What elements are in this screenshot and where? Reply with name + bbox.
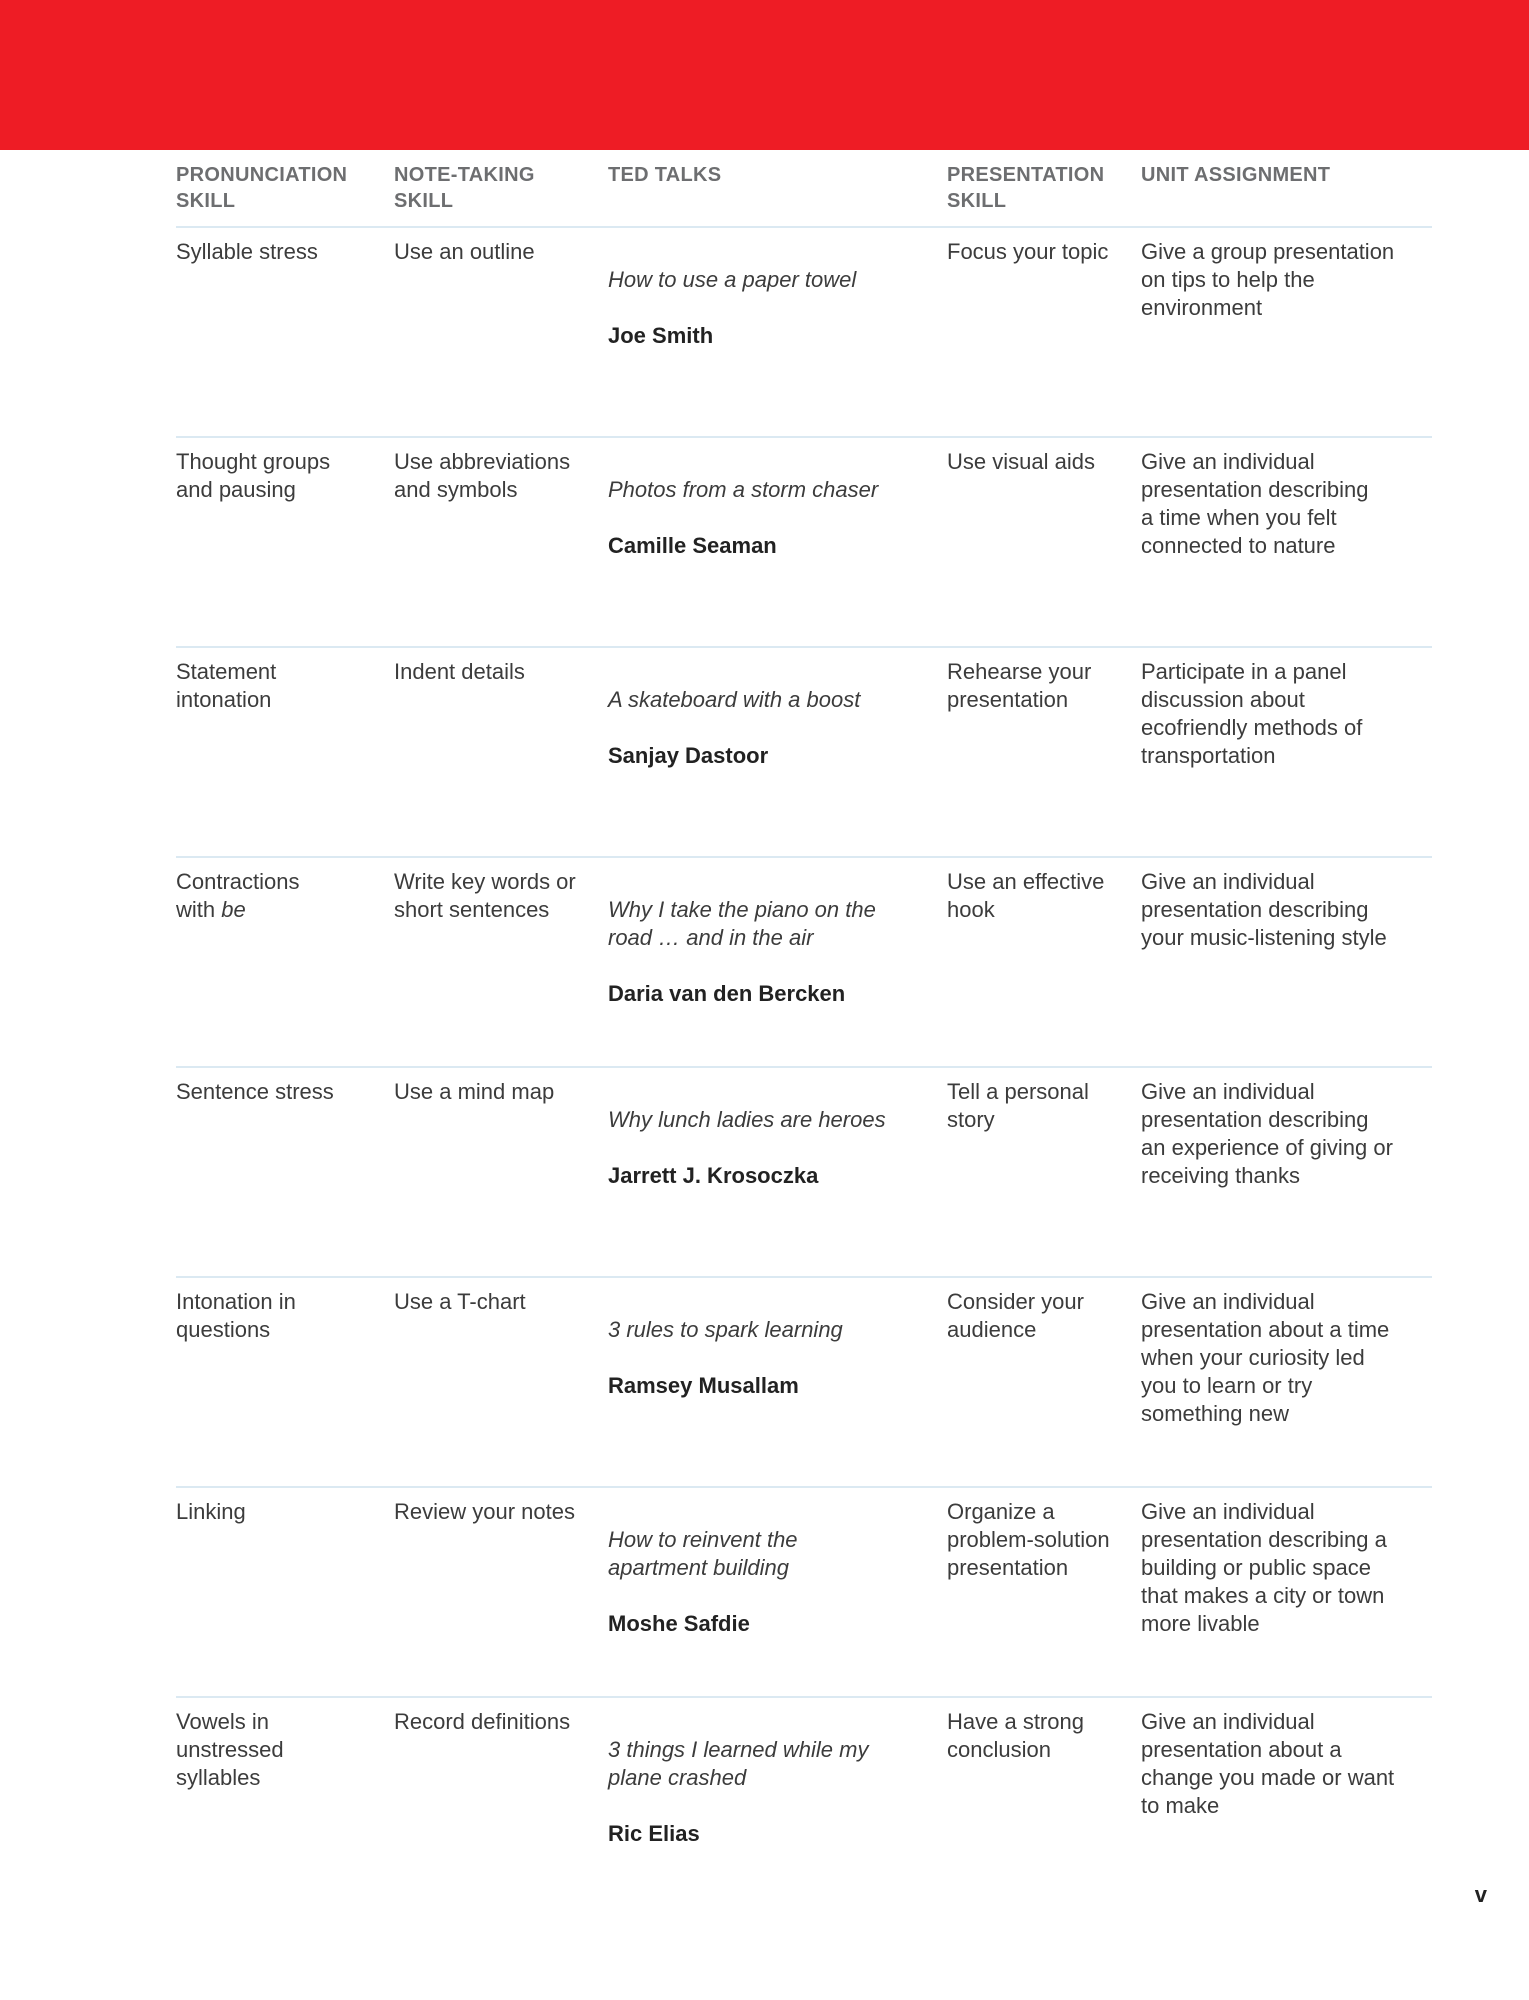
ted-talk-title: 3 things I learned while my plane crashed	[608, 1737, 869, 1790]
note-taking-skill: Indent details	[394, 659, 525, 684]
pronunciation-skill: Syllable stress	[176, 239, 318, 264]
unit-assignment: Give an individual presentation about a time when your curiosity led you to learn or try something new	[1141, 1289, 1390, 1426]
ted-talk-title: How to reinvent the apartment building	[608, 1527, 798, 1580]
note-taking-skill: Use a mind map	[394, 1079, 555, 1104]
ted-talk-speaker: Sanjay Dastoor	[608, 743, 769, 768]
pronunciation-skill	[176, 868, 376, 924]
table-row	[176, 226, 1432, 436]
ted-talk-speaker: Ramsey Musallam	[608, 1373, 799, 1398]
unit-assignment: Give a group presentation on tips to help the environment	[1141, 239, 1395, 320]
pronunciation-skill: Intonation in questions	[176, 1289, 296, 1342]
note-taking-skill: Write key words or short sentences	[394, 869, 576, 922]
header-pronunciation-skill: PRONUNCIATION SKILL	[176, 164, 348, 212]
note-taking-skill: Use a T-chart	[394, 1289, 526, 1314]
ted-talk-title: Why I take the piano on the road … and in the air	[608, 897, 876, 950]
note-taking-skill: Use abbreviations and symbols	[394, 449, 571, 502]
pronunciation-skill: Vowels in unstressed syllables	[176, 1709, 284, 1790]
pronunciation-skill-text: Contractions with	[176, 869, 300, 922]
presentation-skill: Use an effective hook	[947, 869, 1105, 922]
table-row	[176, 856, 1432, 1066]
page-number: v	[1474, 1882, 1487, 1907]
pronunciation-skill: Linking	[176, 1499, 246, 1524]
header-unit-assignment: UNIT ASSIGNMENT	[1141, 164, 1331, 186]
ted-talk	[608, 448, 938, 588]
note-taking-skill: Review your notes	[394, 1499, 575, 1524]
table-row	[176, 1276, 1432, 1486]
unit-assignment: Give an individual presentation describing your music-listening style	[1141, 869, 1387, 950]
ted-talk	[608, 658, 938, 798]
table-row	[176, 646, 1432, 856]
ted-talk-title: How to use a paper towel	[608, 267, 857, 292]
ted-talk-title: Photos from a storm chaser	[608, 477, 879, 502]
contents-table	[176, 150, 1432, 1906]
pronunciation-skill: Statement intonation	[176, 659, 277, 712]
table-row	[176, 1486, 1432, 1696]
ted-talk	[608, 1078, 938, 1218]
ted-talk-speaker: Joe Smith	[608, 323, 714, 348]
ted-talk-title: 3 rules to spark learning	[608, 1317, 843, 1342]
presentation-skill: Have a strong conclusion	[947, 1709, 1084, 1762]
ted-talk-title: Why lunch ladies are heroes	[608, 1107, 886, 1132]
header-note-taking-skill: NOTE-TAKING SKILL	[394, 164, 535, 212]
ted-talk	[608, 238, 938, 378]
ted-talk-title: A skateboard with a boost	[608, 687, 861, 712]
ted-talk-speaker: Ric Elias	[608, 1821, 700, 1846]
table-row	[176, 436, 1432, 646]
unit-assignment: Give an individual presentation describing a building or public space that makes a city or town more livable	[1141, 1499, 1387, 1636]
pronunciation-skill-italic: be	[221, 897, 246, 922]
pronunciation-skill: Thought groups and pausing	[176, 449, 331, 502]
header-color-band	[0, 0, 1529, 150]
note-taking-skill: Record definitions	[394, 1709, 571, 1734]
unit-assignment: Give an individual presentation describing an experience of giving or receiving thanks	[1141, 1079, 1393, 1188]
presentation-skill: Use visual aids	[947, 449, 1095, 474]
unit-assignment: Give an individual presentation describing a time when you felt connected to nature	[1141, 449, 1369, 558]
ted-talk-speaker: Moshe Safdie	[608, 1611, 750, 1636]
pronunciation-skill: Sentence stress	[176, 1079, 334, 1104]
header-presentation-skill: PRESENTATION SKILL	[947, 164, 1105, 212]
table-header	[176, 150, 1432, 226]
note-taking-skill: Use an outline	[394, 239, 535, 264]
ted-talk	[608, 1498, 938, 1666]
presentation-skill: Rehearse your presentation	[947, 659, 1092, 712]
presentation-skill: Organize a problem-solution presentation	[947, 1499, 1110, 1580]
ted-talk	[608, 1708, 938, 1876]
ted-talk-speaker: Daria van den Bercken	[608, 981, 846, 1006]
ted-talk	[608, 1288, 938, 1428]
unit-assignment: Give an individual presentation about a change you made or want to make	[1141, 1709, 1395, 1818]
ted-talk	[608, 868, 938, 1036]
table-row	[176, 1066, 1432, 1276]
unit-assignment: Participate in a panel discussion about ecofriendly methods of transportation	[1141, 659, 1363, 768]
header-ted-talks: TED TALKS	[608, 164, 722, 186]
ted-talk-speaker: Jarrett J. Krosoczka	[608, 1163, 819, 1188]
table-row	[176, 1696, 1432, 1906]
presentation-skill: Focus your topic	[947, 239, 1109, 264]
presentation-skill: Consider your audience	[947, 1289, 1084, 1342]
presentation-skill: Tell a personal story	[947, 1079, 1089, 1132]
ted-talk-speaker: Camille Seaman	[608, 533, 777, 558]
